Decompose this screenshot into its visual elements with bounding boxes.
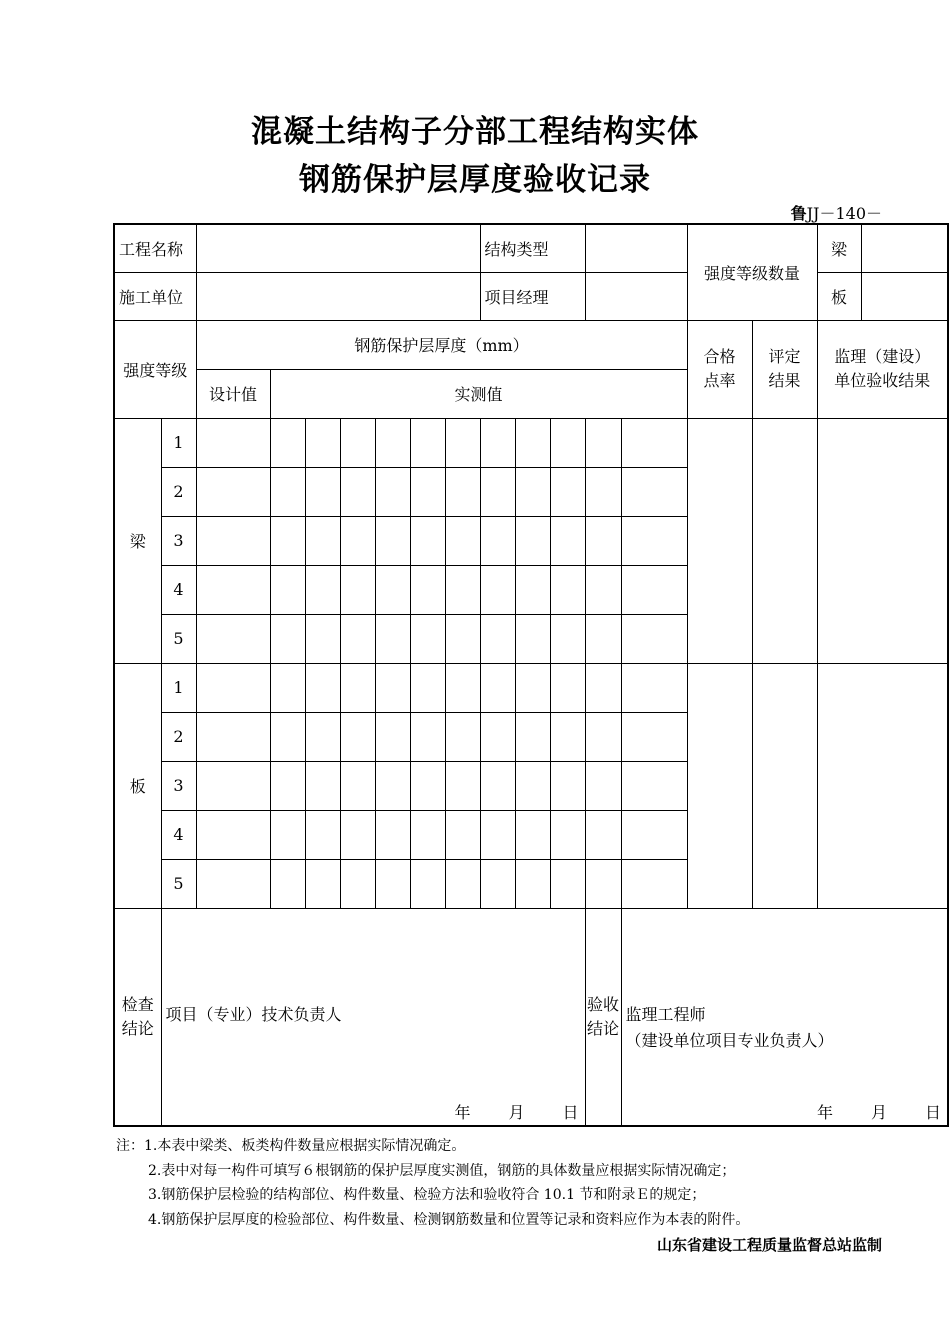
beam-count-field[interactable] <box>861 224 948 272</box>
row-number: 5 <box>161 614 196 663</box>
measured-cell[interactable] <box>340 712 375 761</box>
project-name-field[interactable] <box>196 224 480 272</box>
assessment-header-line1: 评定 <box>768 347 801 366</box>
measured-cell[interactable] <box>305 810 340 859</box>
measured-cell[interactable] <box>445 614 480 663</box>
measured-cell[interactable] <box>270 565 305 614</box>
measured-cell[interactable] <box>515 467 550 516</box>
measured-cell[interactable] <box>480 712 515 761</box>
row-number: 2 <box>161 712 196 761</box>
measured-cell[interactable] <box>445 467 480 516</box>
form-code <box>791 201 882 224</box>
measured-cell[interactable] <box>305 516 340 565</box>
measured-cell[interactable] <box>305 418 340 467</box>
measured-cell[interactable] <box>305 614 340 663</box>
accept-signer-line1: 监理工程师 <box>625 1004 706 1024</box>
measured-cell[interactable] <box>375 810 410 859</box>
accept-signer-label <box>626 1002 834 1054</box>
measured-cell[interactable] <box>585 614 621 663</box>
measured-cell[interactable] <box>375 565 410 614</box>
measured-cell[interactable] <box>585 859 621 908</box>
measured-cell[interactable] <box>621 467 687 516</box>
structure-type-label: 结构类型 <box>480 224 585 272</box>
project-manager-label: 项目经理 <box>480 272 585 320</box>
measured-cell[interactable] <box>445 516 480 565</box>
measured-cell[interactable] <box>410 565 445 614</box>
slab-count-field[interactable] <box>861 272 948 320</box>
assessment-header-line2: 结果 <box>768 371 801 390</box>
measured-cell[interactable] <box>515 810 550 859</box>
measured-cell[interactable] <box>480 516 515 565</box>
measured-cell[interactable] <box>585 712 621 761</box>
measured-cell[interactable] <box>621 859 687 908</box>
contractor-label: 施工单位 <box>114 272 196 320</box>
measured-cell[interactable] <box>375 663 410 712</box>
measured-cell[interactable] <box>270 467 305 516</box>
check-day: 日 <box>562 1103 579 1122</box>
measured-cell[interactable] <box>270 810 305 859</box>
measured-cell[interactable] <box>305 859 340 908</box>
measured-cell[interactable] <box>375 761 410 810</box>
measured-cell[interactable] <box>445 761 480 810</box>
measured-cell[interactable] <box>340 516 375 565</box>
design-value-header: 设计值 <box>196 369 270 418</box>
row-number: 3 <box>161 761 196 810</box>
check-month: 月 <box>508 1103 525 1122</box>
measured-cell[interactable] <box>550 712 585 761</box>
accept-conclusion-label <box>585 908 621 1126</box>
pass-rate-header-line2: 点率 <box>703 371 736 390</box>
supervision-header-line2: 单位验收结果 <box>834 371 931 390</box>
inspection-table <box>113 223 949 1127</box>
measured-cell[interactable] <box>410 663 445 712</box>
measured-cell[interactable] <box>270 418 305 467</box>
design-value-cell[interactable] <box>196 565 270 614</box>
measured-cell[interactable] <box>375 467 410 516</box>
measured-cell[interactable] <box>410 467 445 516</box>
measured-cell[interactable] <box>585 565 621 614</box>
measured-cell[interactable] <box>445 712 480 761</box>
slab-pass-rate-field[interactable] <box>687 663 752 908</box>
design-value-cell[interactable] <box>196 663 270 712</box>
measured-cell[interactable] <box>621 761 687 810</box>
slab-assessment-field[interactable] <box>752 663 817 908</box>
notes <box>116 1134 749 1232</box>
measured-cell[interactable] <box>621 614 687 663</box>
measured-cell[interactable] <box>550 467 585 516</box>
project-manager-field[interactable] <box>585 272 687 320</box>
measured-value-header: 实测值 <box>270 369 687 418</box>
measured-cell[interactable] <box>410 516 445 565</box>
measured-cell[interactable] <box>270 663 305 712</box>
beam-assessment-field[interactable] <box>752 418 817 663</box>
measured-cell[interactable] <box>410 810 445 859</box>
measured-cell[interactable] <box>585 761 621 810</box>
measured-cell[interactable] <box>550 810 585 859</box>
accept-conclusion-field[interactable] <box>621 908 948 1126</box>
measured-cell[interactable] <box>480 614 515 663</box>
row-number: 4 <box>161 565 196 614</box>
measured-cell[interactable] <box>585 663 621 712</box>
slab-supervision-field[interactable] <box>817 663 948 908</box>
form-title-line1: 混凝土结构子分部工程结构实体 <box>251 114 699 150</box>
measured-cell[interactable] <box>480 565 515 614</box>
note-4: 4.钢筋保护层厚度的检验部位、构件数量、检测钢筋数量和位置等记录和资料应作为本表的附件。 <box>148 1211 750 1228</box>
accept-day: 日 <box>924 1103 941 1122</box>
supervision-header-line1: 监理（建设） <box>834 347 931 366</box>
measured-cell[interactable] <box>340 614 375 663</box>
accept-label-line2: 结论 <box>586 1018 619 1038</box>
design-value-cell[interactable] <box>196 418 270 467</box>
measured-cell[interactable] <box>515 761 550 810</box>
measured-cell[interactable] <box>585 810 621 859</box>
row-number: 5 <box>161 859 196 908</box>
pass-rate-header <box>687 320 752 418</box>
measured-cell[interactable] <box>340 467 375 516</box>
measured-cell[interactable] <box>340 418 375 467</box>
measured-cell[interactable] <box>375 516 410 565</box>
cover-thickness-header: 钢筋保护层厚度（mm） <box>196 320 687 369</box>
issuer-footer: 山东省建设工程质量监督总站监制 <box>656 1236 882 1254</box>
check-conclusion-label <box>114 908 161 1126</box>
measured-cell[interactable] <box>340 565 375 614</box>
measured-cell[interactable] <box>375 614 410 663</box>
project-name-label: 工程名称 <box>114 224 196 272</box>
check-label-line2: 结论 <box>121 1018 154 1038</box>
measured-cell[interactable] <box>621 418 687 467</box>
measured-cell[interactable] <box>410 614 445 663</box>
measured-cell[interactable] <box>410 859 445 908</box>
measured-cell[interactable] <box>375 418 410 467</box>
beam-pass-rate-field[interactable] <box>687 418 752 663</box>
measured-cell[interactable] <box>515 663 550 712</box>
note-2: 2.表中对每一构件可填写６根钢筋的保护层厚度实测值，钢筋的具体数量应根据实际情况确定； <box>148 1162 736 1179</box>
design-value-cell[interactable] <box>196 761 270 810</box>
measured-cell[interactable] <box>445 663 480 712</box>
measured-cell[interactable] <box>515 418 550 467</box>
design-value-cell[interactable] <box>196 516 270 565</box>
row-number: 1 <box>161 418 196 467</box>
accept-date <box>779 1100 941 1123</box>
measured-cell[interactable] <box>585 418 621 467</box>
accept-year: 年 <box>816 1103 833 1122</box>
measured-cell[interactable] <box>340 761 375 810</box>
measured-cell[interactable] <box>340 859 375 908</box>
measured-cell[interactable] <box>375 712 410 761</box>
measured-cell[interactable] <box>270 516 305 565</box>
measured-cell[interactable] <box>305 565 340 614</box>
measured-cell[interactable] <box>305 761 340 810</box>
measured-cell[interactable] <box>621 565 687 614</box>
measured-cell[interactable] <box>550 418 585 467</box>
measured-cell[interactable] <box>270 761 305 810</box>
accept-label-line1: 验收 <box>586 994 619 1014</box>
measured-cell[interactable] <box>480 810 515 859</box>
measured-cell[interactable] <box>480 467 515 516</box>
accept-signer-line2: （建设单位项目专业负责人） <box>625 1030 834 1050</box>
check-date <box>416 1100 578 1123</box>
design-value-cell[interactable] <box>196 614 270 663</box>
design-value-cell[interactable] <box>196 712 270 761</box>
measured-cell[interactable] <box>480 859 515 908</box>
measured-cell[interactable] <box>621 810 687 859</box>
measured-cell[interactable] <box>480 663 515 712</box>
measured-cell[interactable] <box>375 859 410 908</box>
design-value-cell[interactable] <box>196 810 270 859</box>
note-1: 注：1.本表中梁类、板类构件数量应根据实际情况确定。 <box>116 1138 466 1154</box>
check-label-line1: 检查 <box>121 994 154 1014</box>
measured-cell[interactable] <box>410 761 445 810</box>
measured-cell[interactable] <box>445 418 480 467</box>
measured-cell[interactable] <box>550 663 585 712</box>
strength-grade-header: 强度等级 <box>114 320 196 418</box>
measured-cell[interactable] <box>585 516 621 565</box>
strength-grade-count-label: 强度等级数量 <box>687 224 817 320</box>
measured-cell[interactable] <box>305 467 340 516</box>
row-number: 2 <box>161 467 196 516</box>
form-title-line2: 钢筋保护层厚度验收记录 <box>299 162 651 198</box>
structure-type-field[interactable] <box>585 224 687 272</box>
measured-cell[interactable] <box>515 516 550 565</box>
measured-cell[interactable] <box>305 712 340 761</box>
contractor-field[interactable] <box>196 272 480 320</box>
measured-cell[interactable] <box>480 418 515 467</box>
measured-cell[interactable] <box>340 810 375 859</box>
assessment-header <box>752 320 817 418</box>
measured-cell[interactable] <box>445 565 480 614</box>
slab-group-label: 板 <box>114 663 161 908</box>
measured-cell[interactable] <box>550 614 585 663</box>
beam-group-label: 梁 <box>114 418 161 663</box>
measured-cell[interactable] <box>270 614 305 663</box>
measured-cell[interactable] <box>515 859 550 908</box>
measured-cell[interactable] <box>340 663 375 712</box>
measured-cell[interactable] <box>621 663 687 712</box>
measured-cell[interactable] <box>621 712 687 761</box>
check-conclusion-field[interactable] <box>161 908 585 1126</box>
measured-cell[interactable] <box>445 810 480 859</box>
measured-cell[interactable] <box>305 663 340 712</box>
design-value-cell[interactable] <box>196 467 270 516</box>
form-code-number: JJ－140－ <box>806 204 882 223</box>
check-signer-label: 项目（专业）技术负责人 <box>165 1004 342 1024</box>
measured-cell[interactable] <box>550 516 585 565</box>
row-number: 1 <box>161 663 196 712</box>
slab-rows <box>114 663 948 908</box>
measured-cell[interactable] <box>270 859 305 908</box>
measured-cell[interactable] <box>270 712 305 761</box>
slab-count-label: 板 <box>817 272 861 320</box>
measured-cell[interactable] <box>550 859 585 908</box>
row-number: 3 <box>161 516 196 565</box>
accept-month: 月 <box>870 1103 887 1122</box>
measured-cell[interactable] <box>585 467 621 516</box>
measured-cell[interactable] <box>515 614 550 663</box>
measured-cell[interactable] <box>550 761 585 810</box>
supervision-header <box>817 320 948 418</box>
design-value-cell[interactable] <box>196 859 270 908</box>
beam-rows <box>114 418 948 663</box>
beam-count-label: 梁 <box>817 224 861 272</box>
check-year: 年 <box>454 1103 471 1122</box>
note-3: 3.钢筋保护层检验的结构部位、构件数量、检验方法和验收符合 10.1 节和附录Ｅ的规定； <box>148 1187 706 1203</box>
form-code-prefix: 鲁 <box>790 204 807 223</box>
pass-rate-header-line1: 合格 <box>703 347 736 366</box>
beam-supervision-field[interactable] <box>817 418 948 663</box>
measured-cell[interactable] <box>621 516 687 565</box>
measured-cell[interactable] <box>550 565 585 614</box>
measured-cell[interactable] <box>480 761 515 810</box>
measured-cell[interactable] <box>445 859 480 908</box>
measured-cell[interactable] <box>515 565 550 614</box>
row-number: 4 <box>161 810 196 859</box>
measured-cell[interactable] <box>410 712 445 761</box>
measured-cell[interactable] <box>515 712 550 761</box>
measured-cell[interactable] <box>410 418 445 467</box>
